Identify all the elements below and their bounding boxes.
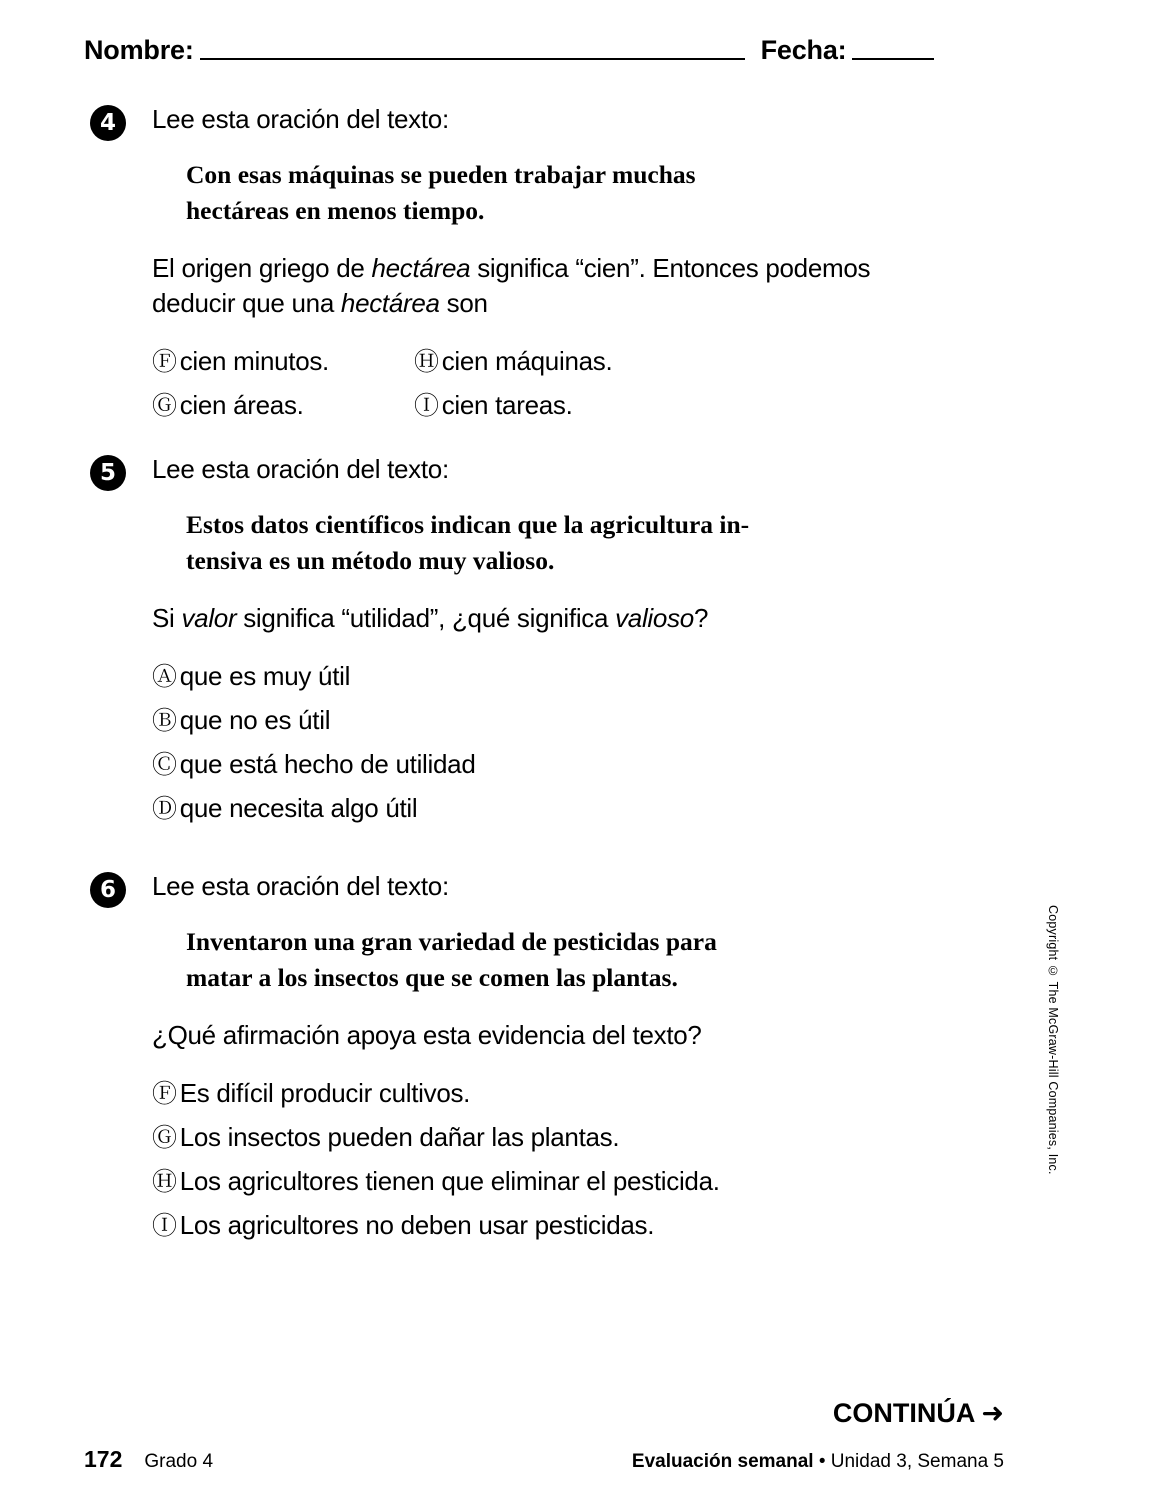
grade-label: Grado 4 xyxy=(144,1451,214,1472)
page-number: 172 xyxy=(84,1446,123,1472)
answer-option-Ⓐ[interactable] xyxy=(152,654,1164,698)
stem-text: ¿Qué afirmación apoya esta evidencia del texto? xyxy=(152,1020,702,1051)
question-4-passage xyxy=(186,157,826,229)
question-5-prompt: Lee esta oración del texto: xyxy=(152,454,449,484)
fecha-label: Fecha: xyxy=(760,35,847,65)
continue-marker xyxy=(833,1398,1004,1429)
nombre-write-line[interactable] xyxy=(200,57,745,60)
answer-option-Ⓕ[interactable] xyxy=(152,339,414,383)
passage-line: Con esas máquinas se pueden trabajar muchas xyxy=(186,160,696,189)
passage-line: matar a los insectos que se comen las plantas. xyxy=(186,963,678,993)
option-text: cien tareas. xyxy=(441,389,573,420)
question-4-stem xyxy=(152,251,892,320)
option-text: que es muy útil xyxy=(179,660,351,691)
stem-emphasis: valioso xyxy=(615,603,694,634)
answer-option-Ⓘ[interactable] xyxy=(414,383,573,427)
option-text: Los insectos pueden dañar las plantas. xyxy=(179,1121,620,1152)
option-row xyxy=(152,339,1164,383)
answer-option-Ⓗ[interactable] xyxy=(152,1159,1164,1203)
stem-text: El origen griego de xyxy=(152,253,372,284)
fecha-write-line[interactable] xyxy=(852,57,934,60)
arrow-right-icon: ➜ xyxy=(981,1398,1004,1429)
question-4-head xyxy=(0,103,1164,141)
option-text: Es difícil producir cultivos. xyxy=(179,1077,471,1108)
option-text: cien máquinas. xyxy=(441,345,613,376)
question-4 xyxy=(0,103,1164,427)
question-6 xyxy=(0,870,1164,1247)
footer-left xyxy=(84,1446,213,1473)
option-text: Los agricultores tienen que eliminar el pesticida. xyxy=(179,1165,720,1196)
question-5-options xyxy=(152,654,1164,830)
stem-text: ? xyxy=(693,603,709,634)
option-letter-bubble: Ⓗ xyxy=(414,346,439,376)
option-letter-bubble: Ⓘ xyxy=(414,390,439,420)
copyright-notice: Copyright © The McGraw-Hill Companies, Inc. xyxy=(1046,905,1060,1175)
option-letter-bubble: Ⓘ xyxy=(152,1210,177,1240)
passage-line: hectáreas en menos tiempo. xyxy=(186,196,485,226)
question-6-prompt: Lee esta oración del texto: xyxy=(152,871,449,901)
answer-option-Ⓗ[interactable] xyxy=(414,339,612,383)
page-header xyxy=(84,18,1014,64)
option-text: que está hecho de utilidad xyxy=(179,748,476,779)
question-4-prompt: Lee esta oración del texto: xyxy=(152,104,449,134)
option-letter-bubble: Ⓗ xyxy=(152,1166,177,1196)
option-letter-bubble: Ⓑ xyxy=(152,705,177,735)
option-letter-bubble: Ⓒ xyxy=(152,749,177,779)
option-row xyxy=(152,383,1164,427)
question-4-options xyxy=(152,339,1164,427)
stem-text: significa “cien”. Entonces podemos deducir que una xyxy=(152,253,871,318)
question-4-number-badge: 4 xyxy=(90,105,126,141)
option-text: que no es útil xyxy=(179,704,331,735)
stem-emphasis: hectárea xyxy=(340,287,440,318)
question-5-passage xyxy=(186,507,826,579)
assessment-unit: • Unidad 3, Semana 5 xyxy=(813,1451,1004,1472)
answer-option-Ⓖ[interactable] xyxy=(152,1115,1164,1159)
answer-option-Ⓓ[interactable] xyxy=(152,786,1164,830)
option-letter-bubble: Ⓕ xyxy=(152,346,177,376)
passage-line: Estos datos científicos indican que la agricultura in- xyxy=(186,510,750,539)
answer-option-Ⓒ[interactable] xyxy=(152,742,1164,786)
stem-text: significa “utilidad”, ¿qué significa xyxy=(236,603,616,634)
question-6-passage xyxy=(186,924,826,996)
stem-emphasis: valor xyxy=(181,603,237,634)
passage-line: tensiva es un método muy valioso. xyxy=(186,546,555,576)
option-text: que necesita algo útil xyxy=(179,792,418,823)
question-5-number-badge: 5 xyxy=(90,455,126,491)
option-letter-bubble: Ⓖ xyxy=(152,390,177,420)
answer-option-Ⓖ[interactable] xyxy=(152,383,414,427)
question-5-head xyxy=(0,453,1164,491)
option-text: cien minutos. xyxy=(179,345,329,376)
continue-label: CONTINÚA xyxy=(832,1398,976,1428)
nombre-label: Nombre: xyxy=(84,35,194,65)
passage-line: Inventaron una gran variedad de pesticidas para xyxy=(186,927,717,956)
question-5-stem xyxy=(152,601,892,636)
answer-option-Ⓘ[interactable] xyxy=(152,1203,1164,1247)
stem-text: son xyxy=(439,287,488,318)
question-5 xyxy=(0,453,1164,830)
option-letter-bubble: Ⓖ xyxy=(152,1122,177,1152)
page-footer xyxy=(84,1446,1004,1473)
option-text: Los agricultores no deben usar pesticidas. xyxy=(179,1209,655,1240)
question-6-stem xyxy=(152,1018,892,1053)
answer-option-Ⓑ[interactable] xyxy=(152,698,1164,742)
question-6-head xyxy=(0,870,1164,908)
stem-text: Si xyxy=(152,603,182,634)
option-letter-bubble: Ⓓ xyxy=(152,793,177,823)
stem-emphasis: hectárea xyxy=(371,253,471,284)
question-6-number-badge: 6 xyxy=(90,872,126,908)
answer-option-Ⓕ[interactable] xyxy=(152,1071,1164,1115)
option-text: cien áreas. xyxy=(179,389,304,420)
assessment-title: Evaluación semanal xyxy=(631,1451,814,1472)
assessment-info xyxy=(632,1451,1004,1473)
question-6-options xyxy=(152,1071,1164,1247)
option-letter-bubble: Ⓕ xyxy=(152,1078,177,1108)
option-letter-bubble: Ⓐ xyxy=(152,661,177,691)
